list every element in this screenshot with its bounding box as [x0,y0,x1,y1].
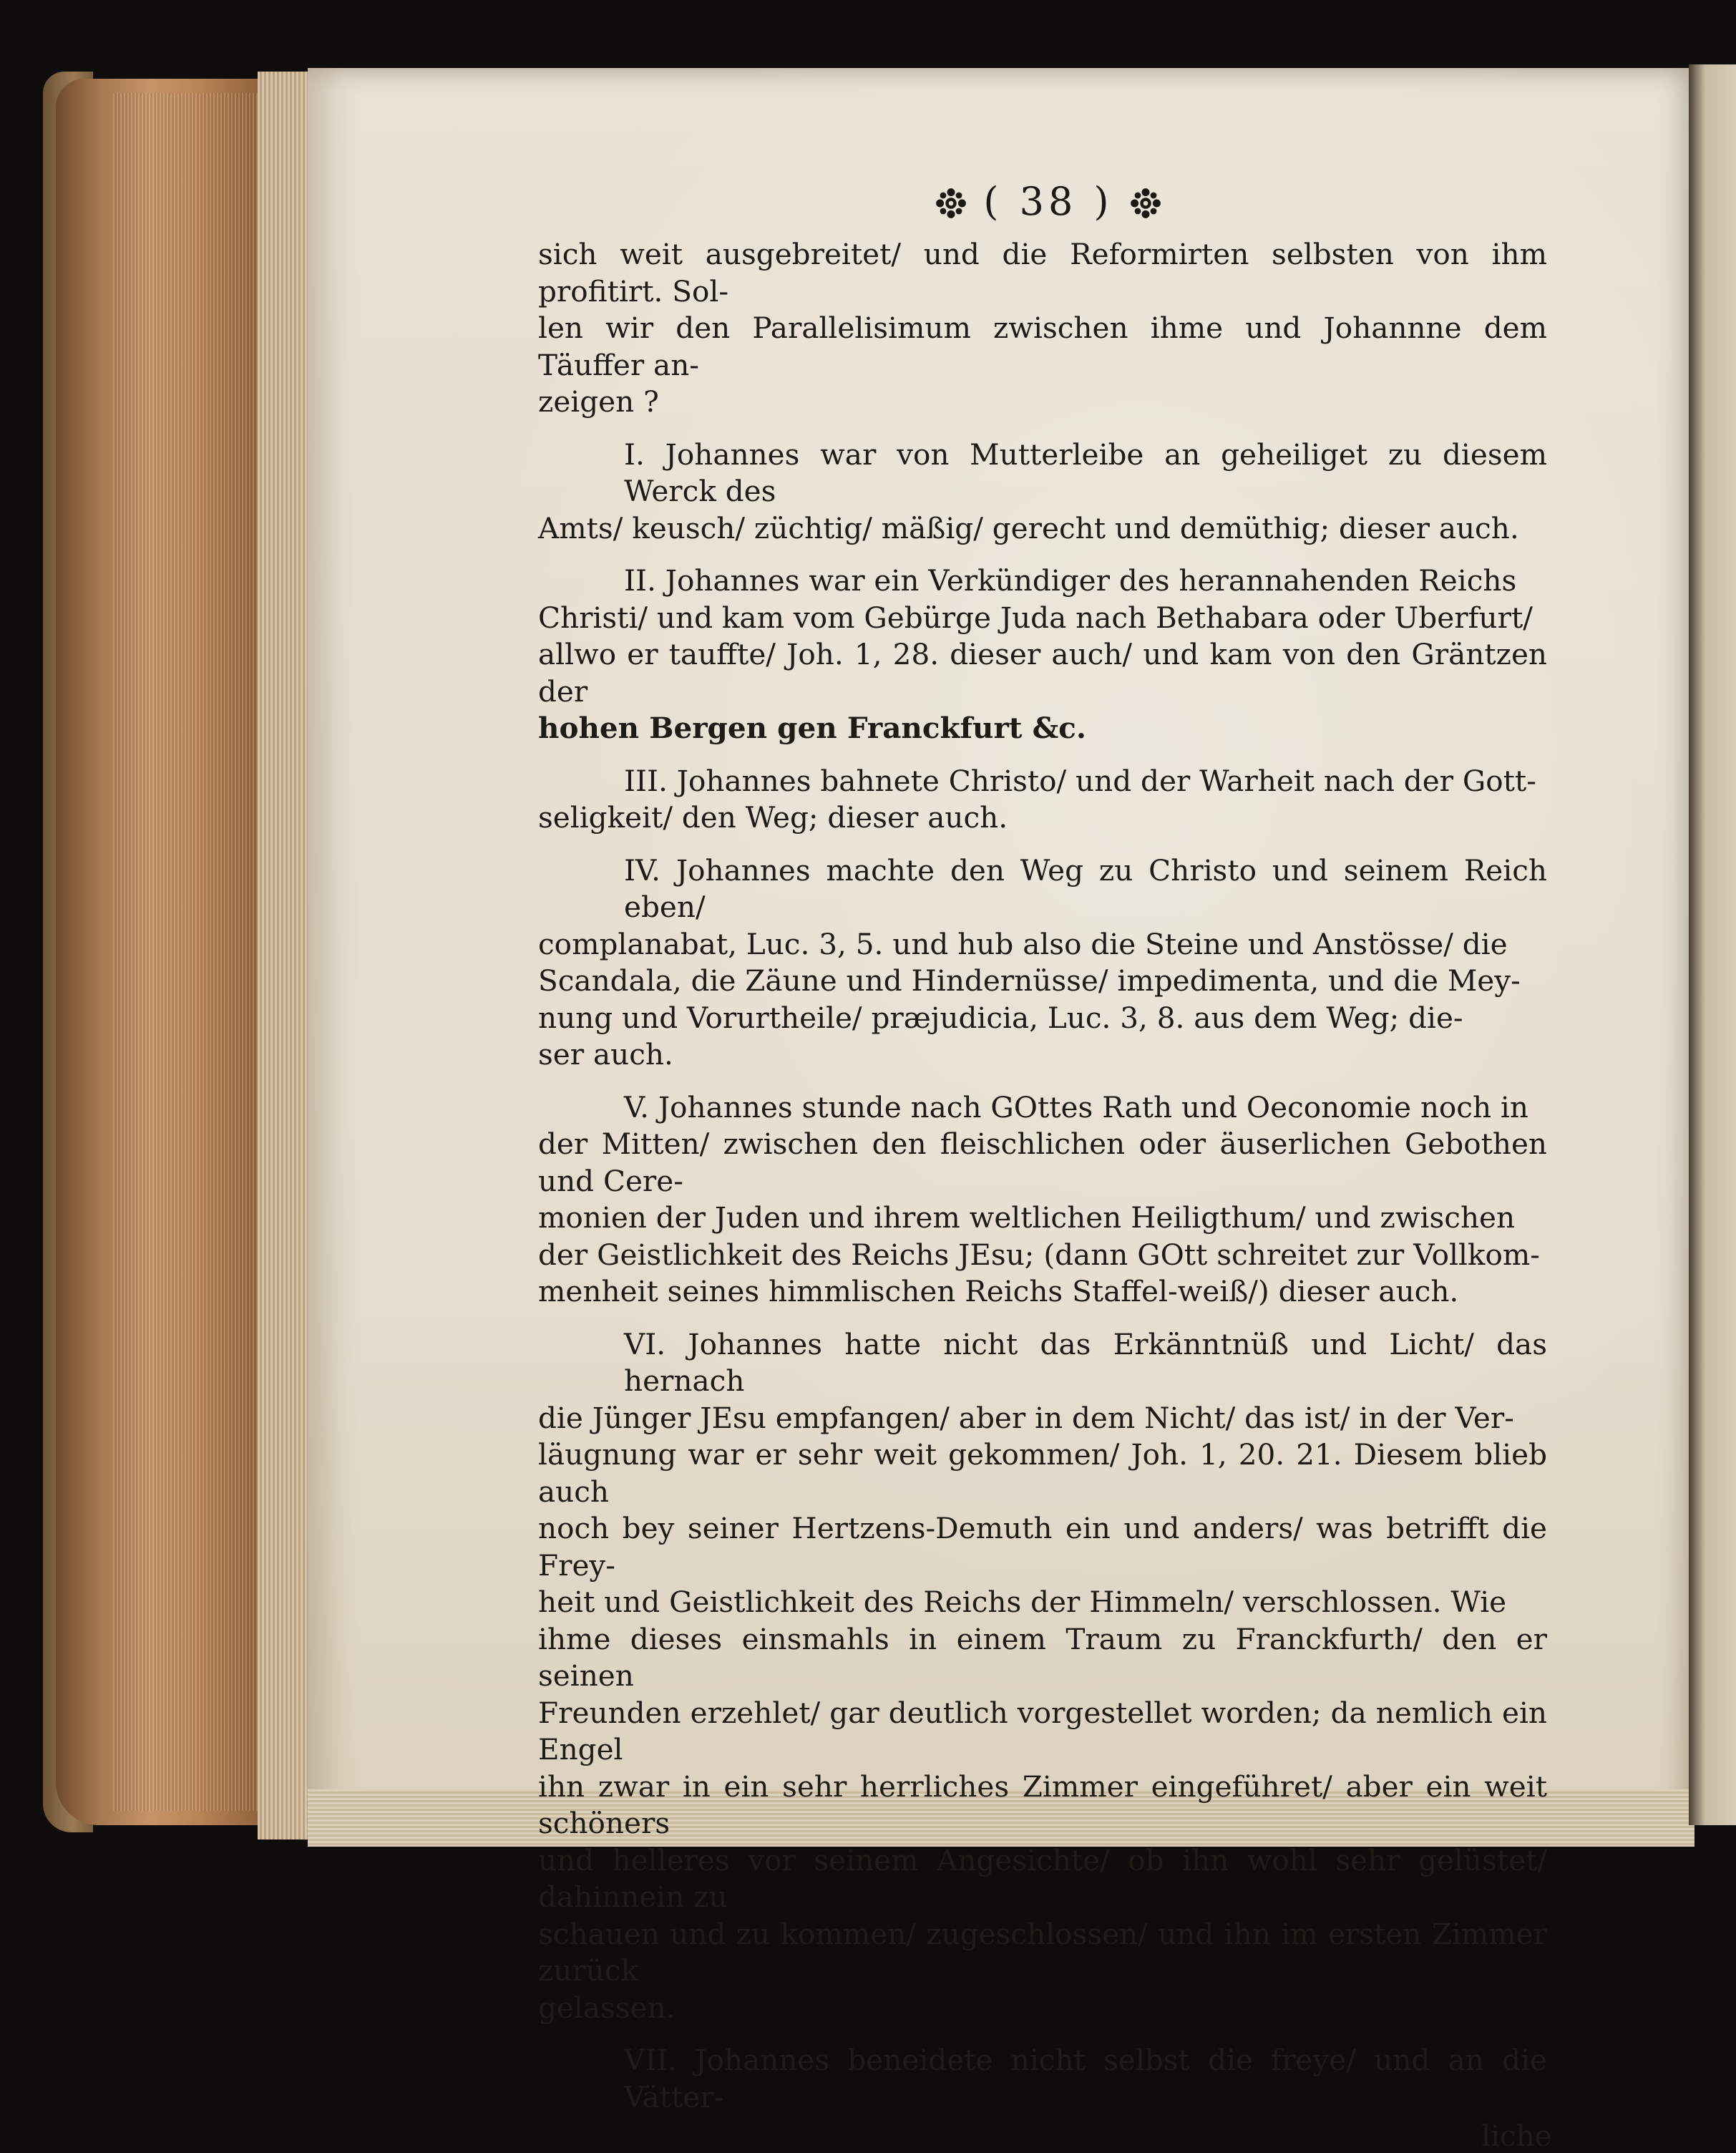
text-line: len wir den Parallelisimum zwischen ihme und Johannne dem Täuffer an- [538,311,1547,382]
text-line: IV. Johannes machte den Weg zu Christo und seinem Reich eben/ [624,852,1547,924]
text-line: ihme dieses einsmahls in einem Traum zu Franckfurth/ den er seinen [538,1621,1547,1693]
text-line: Scandala, die Zäune und Hindernüsse/ impedimenta, und die Mey- [538,963,1521,998]
body-text [538,236,1547,2116]
text-line: noch bey seiner Hertzens-Demuth ein und anders/ was betrifft die Frey- [538,1511,1547,1583]
text-line: und helleres vor seinem Angesichte/ ob ihn wohl sehr gelüstet/ dahinnein zu [538,1842,1547,1914]
text-line: hohen Bergen gen Franckfurt &c. [538,711,1086,745]
text-line: der Mitten/ zwischen den fleischlichen oder äuserlichen Gebothen und Cere- [538,1127,1547,1198]
paragraph-II [538,563,1547,600]
page-header [905,179,1191,224]
paragraph-VII [538,2042,1547,2116]
paragraph-IV [538,852,1547,926]
text-line: monien der Juden und ihrem weltlichen Heiligthum/ und zwischen [538,1200,1516,1235]
text-line: ser auch. [538,1037,673,1071]
text-line: I. Johannes war von Mutterleibe an geheiliget zu diesem Werck des [624,437,1547,508]
paragraph-II-cont [538,600,1547,747]
paragraph-III [538,763,1547,800]
paragraph [538,236,1547,421]
paragraph-V-cont [538,1126,1547,1311]
flower-ornament-icon [1130,188,1161,219]
text-line: Christi/ und kam vom Gebürge Juda nach Bethabara oder Uberfurt/ [538,600,1533,635]
text-line: V. Johannes stunde nach GOttes Rath und Oeconomie noch in [624,1089,1528,1124]
text-line: complanabat, Luc. 3, 5. und hub also die Steine und Anstösse/ die [538,926,1508,961]
text-line: seligkeit/ den Weg; dieser auch. [538,800,1008,835]
text-line: ihn zwar in ein sehr herrliches Zimmer eingeführet/ aber ein weit schöners [538,1769,1547,1840]
text-line: zeigen ? [538,384,659,419]
paragraph-I [538,437,1547,510]
page-number: ( 38 ) [983,179,1113,224]
paragraph-VI-cont [538,1400,1547,2027]
text-line: die Jünger JEsu empfangen/ aber in dem Nicht/ das ist/ in der Ver- [538,1400,1514,1435]
text-line: VI. Johannes hatte nicht das Erkänntnüß und Licht/ das hernach [624,1326,1547,1398]
text-line: gelassen. [538,1990,676,2025]
text-line: Freunden erzehlet/ gar deutlich vorgestellet worden; da nemlich ein Engel [538,1695,1547,1766]
text-line: läugnung war er sehr weit gekommen/ Joh. 1, 20. 21. Diesem blieb auch [538,1437,1547,1509]
paragraph-V [538,1089,1547,1127]
text-line: sich weit ausgebreitet/ und die Reformirten selbsten von ihm profitirt. Sol- [538,237,1547,308]
paragraph-VI [538,1326,1547,1400]
text-line: nung und Vorurtheile/ præjudicia, Luc. 3, 8. aus dem Weg; die- [538,1000,1463,1035]
catchword: liche [1481,2119,1552,2153]
text-line: allwo er tauffte/ Joh. 1, 28. dieser auch/ und kam von den Gräntzen der [538,637,1547,709]
paragraph-IV-cont [538,926,1547,1074]
flower-ornament-icon [935,188,967,219]
page-stack [258,72,315,1839]
text-line: schauen und zu kommen/ zugeschlossen/ und ihn im ersten Zimmer zurück [538,1916,1547,1988]
text-line: VII. Johannes beneidete nicht selbst die freye/ und an die Vätter- [624,2043,1547,2114]
book-fore-edge [56,79,292,1825]
facing-page-edge [1689,64,1736,1825]
text-line: Amts/ keusch/ züchtig/ mäßig/ gerecht und demüthig; dieser auch. [538,510,1519,545]
text-line: menheit seines himmlischen Reichs Staffel-weiß/) dieser auch. [538,1274,1459,1308]
paragraph-I-cont [538,510,1547,548]
text-line: heit und Geistlichkeit des Reichs der Himmeln/ verschlossen. Wie [538,1585,1507,1619]
text-line: II. Johannes war ein Verkündiger des herannahenden Reichs [624,563,1517,598]
text-line: der Geistlichkeit des Reichs JEsu; (dann GOtt schreitet zur Vollkom- [538,1237,1540,1272]
paragraph-III-cont [538,800,1547,837]
text-line: III. Johannes bahnete Christo/ und der Warheit nach der Gott- [624,763,1536,798]
